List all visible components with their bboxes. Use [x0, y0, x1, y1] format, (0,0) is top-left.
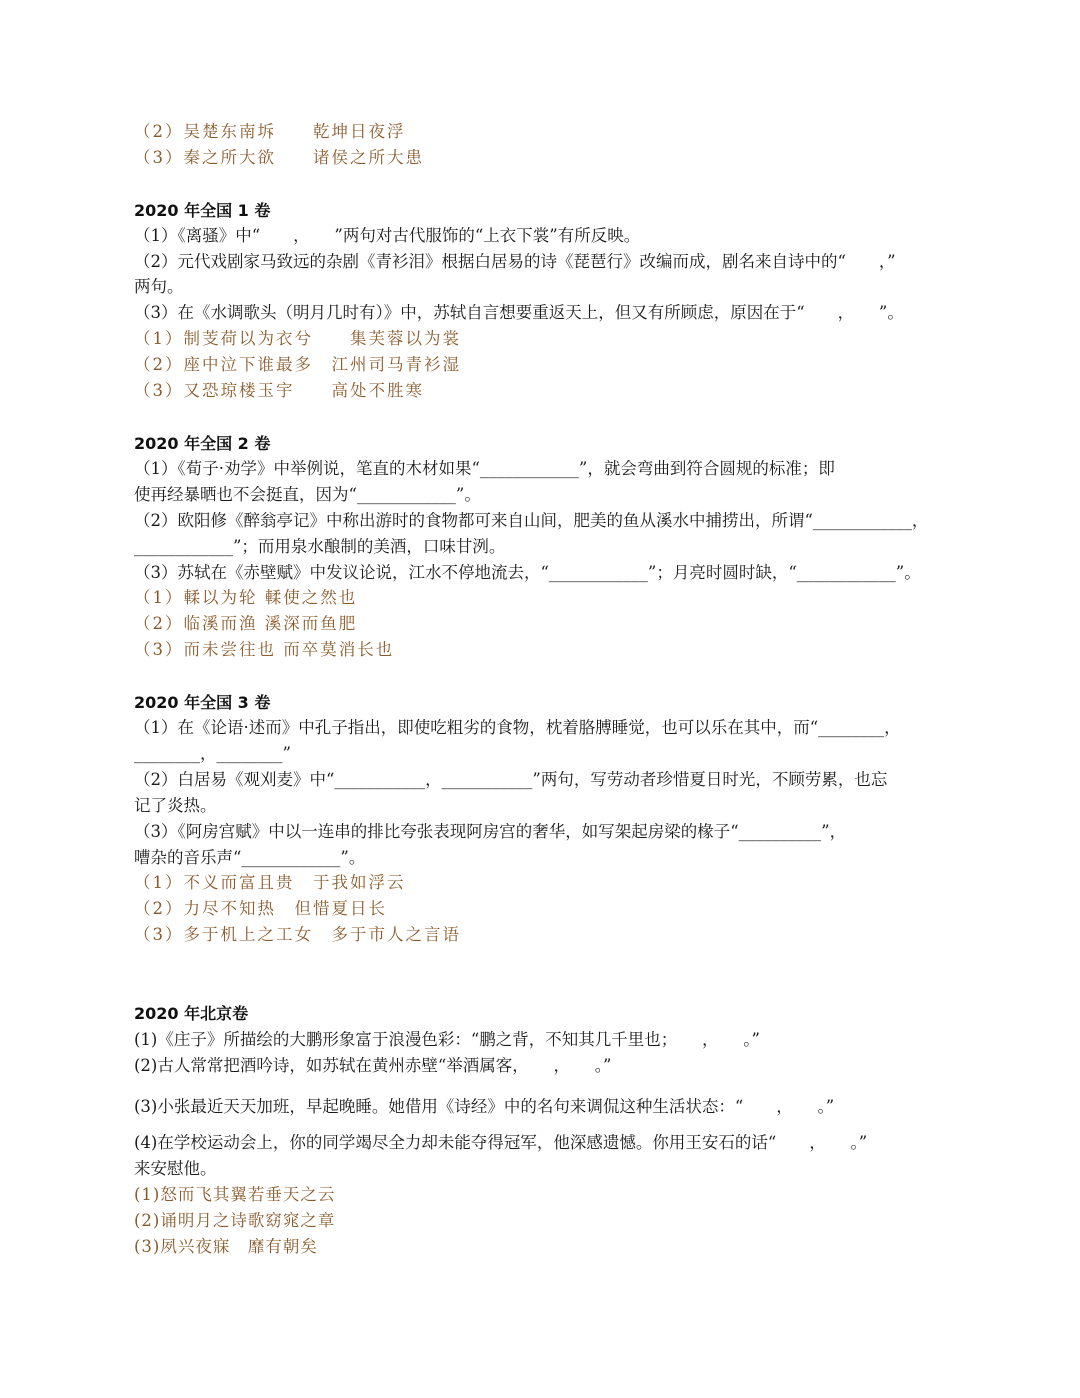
question-line: 记了炎热。 — [134, 796, 217, 815]
question-line: （2）元代戏剧家马致远的杂剧《青衫泪》根据白居易的诗《琵琶行》改编而成，剧名来自诗中的“ ，” — [134, 252, 896, 271]
question-line: (4)在学校运动会上，你的同学竭尽全力却未能夺得冠军，他深感遗憾。你用王安石的话“ ， 。” — [134, 1133, 868, 1152]
question-line: (1)《庄子》所描绘的大鹏形象富于浪漫色彩：“鹏之背，不知其几千里也； ， 。” — [134, 1030, 760, 1049]
section-title: 2020 年全国 2 卷 — [134, 434, 271, 453]
question-line: （3）《阿房宫赋》中以一连串的排比夸张表现阿房宫的奢华，如写架起房梁的椽子“__________”， — [134, 822, 847, 841]
answer-line: （1）不义而富且贵 于我如浮云 — [134, 873, 406, 892]
answer-line: (3)夙兴夜寐 靡有朝矣 — [134, 1237, 318, 1256]
answer-line: （2）力尽不知热 但惜夏日长 — [134, 899, 387, 918]
answer-line: （3）而未尝往也 而卒莫消长也 — [134, 640, 395, 659]
question-line: ____________”；而用泉水酿制的美酒，口味甘洌。 — [134, 537, 506, 556]
question-line: （1）《荀子·劝学》中举例说，笔直的木材如果“____________”，就会弯曲到符合圆规的标准；即 — [134, 459, 835, 478]
question-line: （3）在《水调歌头（明月几时有）》中，苏轼自言想要重返天上，但又有所顾虑，原因在于“ ， ”。 — [134, 303, 904, 322]
section-title: 2020 年北京卷 — [134, 1004, 249, 1023]
question-line: (3)小张最近天天加班，早起晚睡。她借用《诗经》中的名句来调侃这种生活状态：“ ， 。” — [134, 1097, 835, 1116]
question-line: （3）苏轼在《赤壁赋》中发议论说，江水不停地流去，“____________”；月亮时圆时缺，“____________”。 — [134, 563, 921, 582]
section-title: 2020 年全国 1 卷 — [134, 201, 271, 220]
question-line: （1）《离骚》中“ ， ”两句对古代服饰的“上衣下裳”有所反映。 — [134, 226, 641, 245]
question-line: 使再经暴晒也不会挺直，因为“____________”。 — [134, 485, 481, 504]
answer-line: （2）吴楚东南坼 乾坤日夜浮 — [134, 122, 406, 141]
question-line: （2）白居易《观刈麦》中“___________，___________”两句，写劳动者珍惜夏日时光，不顾劳累，也忘 — [134, 770, 888, 789]
question-line: （2）欧阳修《醉翁亭记》中称出游时的食物都可来自山间，肥美的鱼从溪水中捕捞出，所谓“____________， — [134, 511, 929, 530]
question-line: 来安慰他。 — [134, 1159, 217, 1178]
answer-line: (1)怒而飞其翼若垂天之云 — [134, 1185, 336, 1204]
question-line: （1）在《论语·述而》中孔子指出，即使吃粗劣的食物，枕着胳膊睡觉，也可以乐在其中，而“________， — [134, 718, 901, 737]
question-line: (2)古人常常把酒吟诗，如苏轼在黄州赤壁“举酒属客， ， 。” — [134, 1056, 612, 1075]
answer-line: （1）制芰荷以为衣兮 集芙蓉以为裳 — [134, 329, 461, 348]
question-line: 两句。 — [134, 277, 184, 296]
answer-line: （3）又恐琼楼玉宇 高处不胜寒 — [134, 381, 424, 400]
answer-line: （3）秦之所大欲 诸侯之所大患 — [134, 148, 424, 167]
question-line: ________，________” — [134, 744, 291, 763]
answer-line: （2）临溪而渔 溪深而鱼肥 — [134, 614, 358, 633]
question-line: 嘈杂的音乐声“____________”。 — [134, 848, 366, 867]
answer-line: （1）輮以为轮 輮使之然也 — [134, 588, 358, 607]
answer-line: （2）座中泣下谁最多 江州司马青衫湿 — [134, 355, 461, 374]
answer-line: (2)诵明月之诗歌窈窕之章 — [134, 1211, 336, 1230]
section-title: 2020 年全国 3 卷 — [134, 693, 271, 712]
answer-line: （3）多于机上之工女 多于市人之言语 — [134, 925, 461, 944]
